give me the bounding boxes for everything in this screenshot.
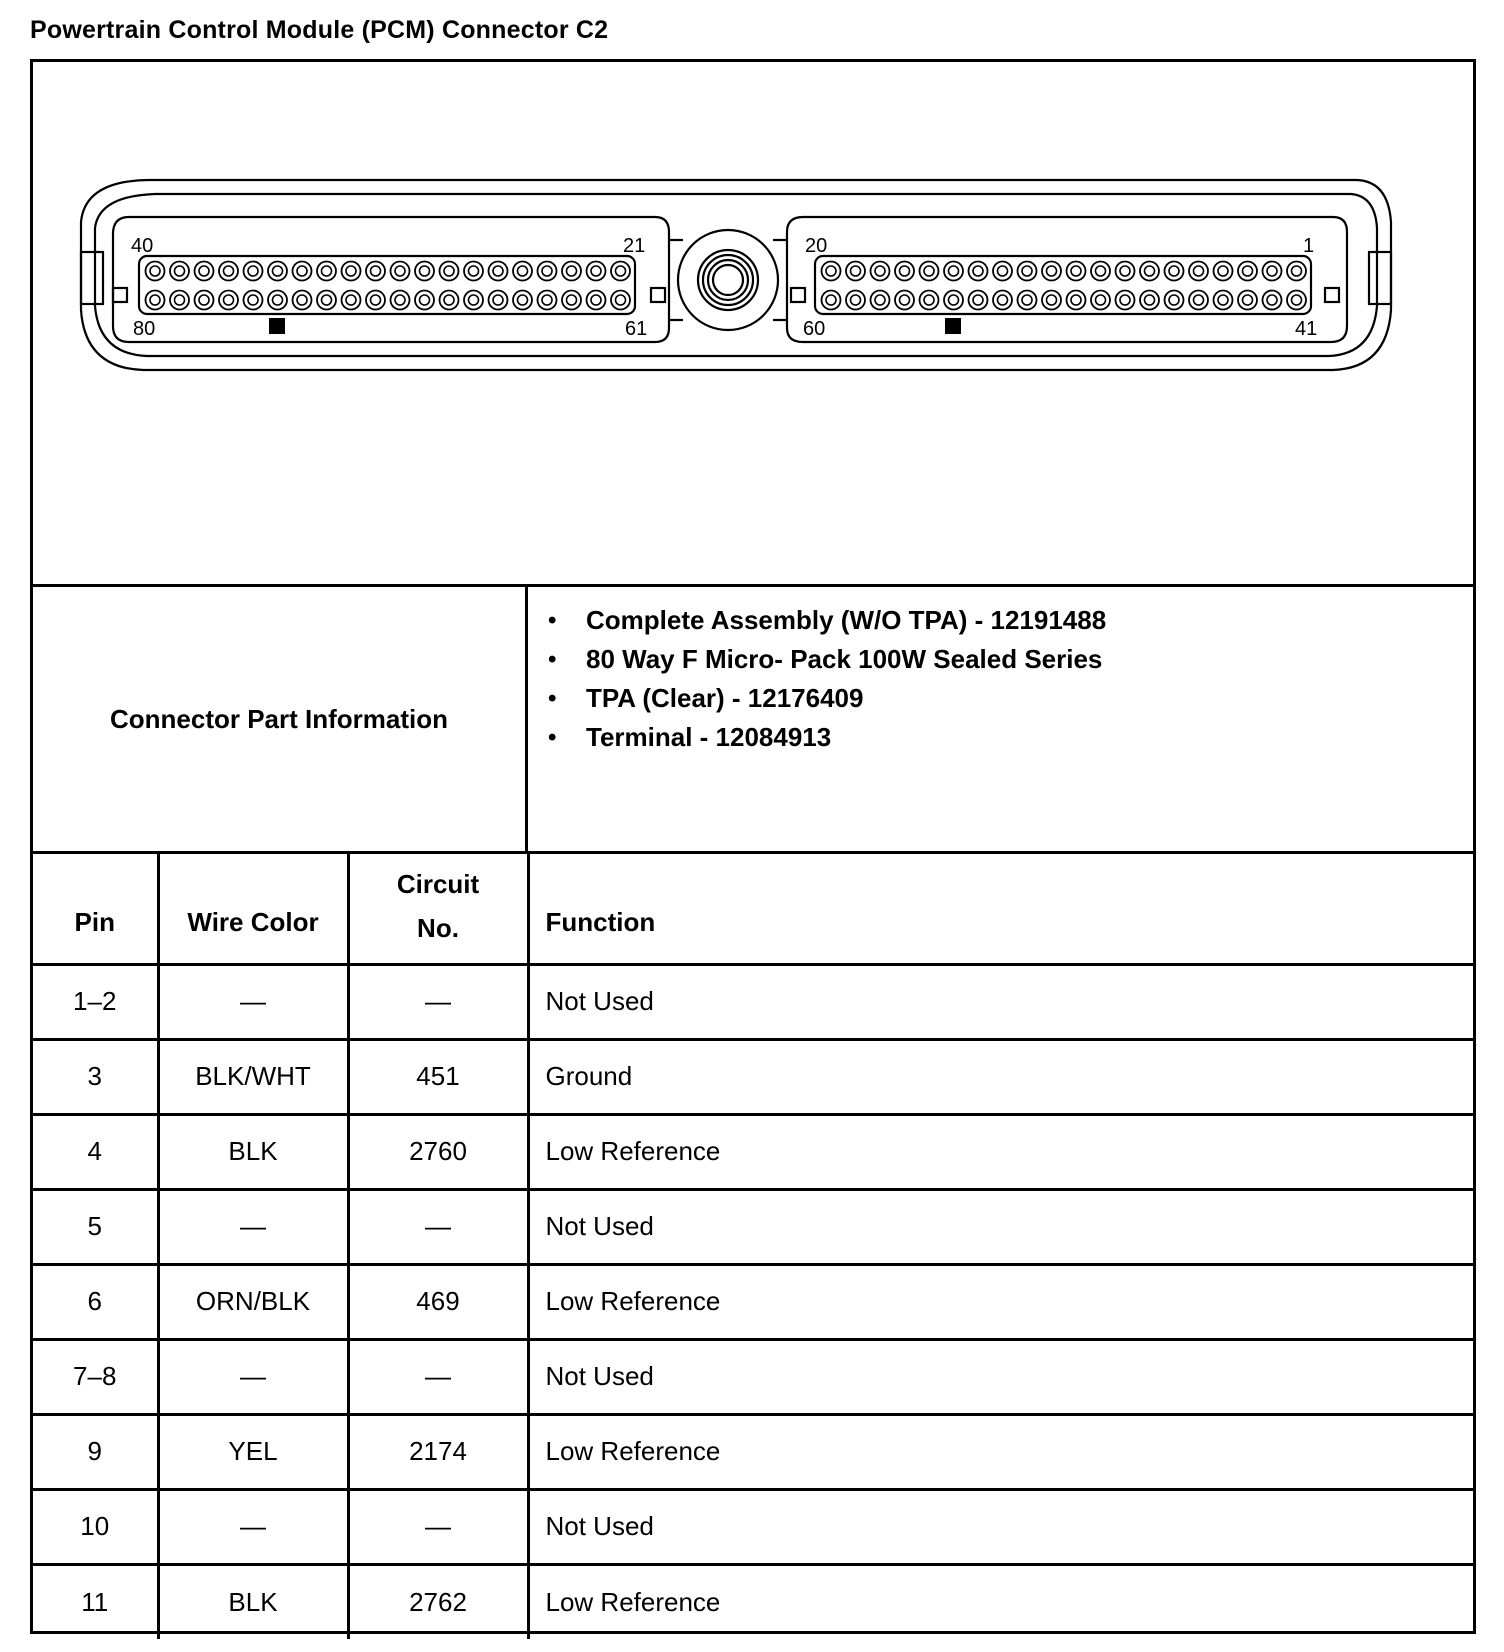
pin-label-41: 41 [1295,318,1318,340]
cell-function: Not Used [528,1189,1473,1264]
pin-hole [391,291,410,310]
pin-hole [1165,291,1184,310]
pin-hole [871,291,890,310]
right-latch [1369,252,1391,304]
connector-frame [30,59,1476,1634]
part-info-text: Terminal - 12084913 [586,722,832,752]
table-row [33,1039,1473,1114]
pin-label-1: 1 [1303,235,1315,257]
cell-pin: 9 [33,1414,158,1489]
pin-hole [538,291,557,310]
part-info-item [528,718,1106,757]
pin-label-20: 20 [805,235,828,257]
cell-function: Ground [528,1039,1473,1114]
pin-table [33,854,1473,1639]
pin-hole [846,262,865,281]
pin-hole-inner [1047,266,1057,276]
pin-hole-inner [998,266,1008,276]
cell-circuit: — [348,1189,528,1264]
center-bolt-ring-4 [713,265,743,295]
pin-hole [871,262,890,281]
cell-pin: 11 [33,1564,158,1639]
pin-hole-inner [1071,295,1081,305]
table-row [33,1114,1473,1189]
pin-hole-inner [998,295,1008,305]
pin-hole [391,262,410,281]
cell-wire-color: BLK/WHT [158,1039,348,1114]
pin-hole [1287,262,1306,281]
pin-hole [1140,262,1159,281]
pin-hole [219,291,238,310]
pin-hole-inner [224,295,234,305]
pin-hole [1091,262,1110,281]
pin-hole [822,291,841,310]
right-small-square-1 [791,288,805,302]
center-bolt-ring-2 [703,255,753,305]
pin-hole-inner [1267,295,1277,305]
pin-hole [342,262,361,281]
pin-hole-inner [297,295,307,305]
pin-hole-inner [616,295,626,305]
cell-circuit: — [348,1339,528,1414]
pin-hole [146,262,165,281]
connector-part-info-list [528,601,1106,757]
part-info-text: 80 Way F Micro- Pack 100W Sealed Series [586,644,1103,674]
right-pin-block [815,256,1311,314]
pin-hole-inner [924,295,934,305]
table-row [33,1489,1473,1564]
pin-hole-inner [1022,266,1032,276]
pin-hole-inner [1292,266,1302,276]
pin-hole [1116,262,1135,281]
pin-hole-inner [1292,295,1302,305]
pin-hole-inner [469,295,479,305]
pin-hole-inner [924,266,934,276]
pin-hole [1287,291,1306,310]
cell-wire-color: — [158,1189,348,1264]
pin-hole-inner [1194,295,1204,305]
cell-pin: 6 [33,1264,158,1339]
pin-hole [562,262,581,281]
pin-label-61: 61 [625,318,648,340]
connector-diagram-cell [33,62,1473,587]
pin-hole-inner [518,295,528,305]
cell-wire-color: — [158,964,348,1039]
pin-hole-inner [273,295,283,305]
cell-pin: 10 [33,1489,158,1564]
pin-hole [920,291,939,310]
cell-pin: 7–8 [33,1339,158,1414]
bullet-icon: • [548,685,557,712]
pin-hole-inner [469,266,479,276]
pin-hole-inner [199,266,209,276]
pin-hole-inner [851,295,861,305]
connector-part-info-label: Connector Part Information [33,587,528,851]
pin-hole [440,291,459,310]
pin-hole-inner [542,266,552,276]
pin-hole-inner [1243,266,1253,276]
pin-hole-inner [322,266,332,276]
pin-hole-inner [591,266,601,276]
header-function: Function [528,854,1473,964]
pin-hole-inner [1096,295,1106,305]
pin-hole [587,262,606,281]
left-small-square-1 [113,288,127,302]
pin-hole-inner [1120,266,1130,276]
cell-function: Not Used [528,1339,1473,1414]
pin-hole [195,262,214,281]
cell-pin: 5 [33,1189,158,1264]
pin-hole [611,262,630,281]
pin-hole-inner [1022,295,1032,305]
pin-hole-inner [444,295,454,305]
pin-hole-inner [493,266,503,276]
pin-hole [1189,291,1208,310]
pin-hole [895,291,914,310]
page-title: Powertrain Control Module (PCM) Connector C2 [30,16,609,44]
table-row [33,1189,1473,1264]
pin-label-80: 80 [133,318,156,340]
pin-hole [195,291,214,310]
pin-table-header-row [33,854,1473,964]
pin-hole [993,262,1012,281]
header-circuit-no [348,854,528,964]
pin-hole-inner [1120,295,1130,305]
pin-hole [1042,291,1061,310]
pin-hole [895,262,914,281]
connector-inner-shell [95,194,1377,356]
pin-hole [1263,291,1282,310]
pin-hole [1238,262,1257,281]
pin-hole [1189,262,1208,281]
cell-circuit: 469 [348,1264,528,1339]
pin-hole-inner [616,266,626,276]
pin-hole [317,262,336,281]
pin-hole [464,291,483,310]
pin-hole-inner [875,295,885,305]
pin-hole-inner [199,295,209,305]
table-row [33,1264,1473,1339]
pin-hole-inner [322,295,332,305]
header-pin: Pin [33,854,158,964]
pin-label-21: 21 [623,235,646,257]
pin-hole-inner [395,266,405,276]
left-latch [81,252,103,304]
pin-hole [513,262,532,281]
part-info-text: Complete Assembly (W/O TPA) - 12191488 [586,605,1107,635]
cell-circuit: 2760 [348,1114,528,1189]
connector-part-info-row [33,587,1473,854]
part-info-item [528,640,1106,679]
pin-hole [293,262,312,281]
pin-hole [146,291,165,310]
pin-hole-inner [826,295,836,305]
left-pin-block [139,256,635,314]
pin-label-60: 60 [803,318,826,340]
pin-hole-inner [1194,266,1204,276]
left-small-square-2 [651,288,665,302]
pin-hole [1018,262,1037,281]
cell-circuit: — [348,964,528,1039]
pin-hole [170,262,189,281]
bullet-icon: • [548,646,557,673]
pin-hole-inner [1145,266,1155,276]
pin-hole [944,262,963,281]
cell-function: Not Used [528,964,1473,1039]
cell-function: Low Reference [528,1414,1473,1489]
pin-hole-inner [371,266,381,276]
pin-hole-inner [1145,295,1155,305]
pin-hole-inner [224,266,234,276]
pin-hole-inner [248,295,258,305]
pin-hole [366,291,385,310]
pin-hole-inner [395,295,405,305]
right-key-marker [945,318,961,334]
pin-hole [244,291,263,310]
cell-circuit: 2174 [348,1414,528,1489]
pin-hole-inner [1047,295,1057,305]
pin-hole [993,291,1012,310]
pin-hole [268,291,287,310]
pin-holes [146,262,1307,310]
cell-wire-color: BLK [158,1564,348,1639]
pin-hole [944,291,963,310]
pin-hole-inner [175,295,185,305]
pin-hole-inner [567,295,577,305]
right-cavity [787,217,1347,342]
cell-circuit: 451 [348,1039,528,1114]
cell-function: Low Reference [528,1264,1473,1339]
cell-function: Low Reference [528,1114,1473,1189]
pin-hole [1165,262,1184,281]
header-circuit-line1: Circuit [396,868,480,899]
pin-hole-inner [444,266,454,276]
pin-hole [342,291,361,310]
pin-hole [846,291,865,310]
pin-hole [1042,262,1061,281]
cell-wire-color: YEL [158,1414,348,1489]
cell-pin: 4 [33,1114,158,1189]
pin-hole-inner [973,295,983,305]
pin-hole-inner [1071,266,1081,276]
pin-hole-inner [900,295,910,305]
pin-hole-inner [949,295,959,305]
pin-hole-inner [346,295,356,305]
pin-hole [1067,262,1086,281]
table-row [33,1564,1473,1639]
pin-hole [969,262,988,281]
pin-hole-inner [346,266,356,276]
pin-hole [1214,291,1233,310]
pin-hole [366,262,385,281]
pin-hole [1140,291,1159,310]
pin-hole-inner [900,266,910,276]
cell-function: Not Used [528,1489,1473,1564]
pin-hole-inner [1169,295,1179,305]
left-cavity [113,217,669,342]
pin-hole-inner [1169,266,1179,276]
pin-hole-inner [1243,295,1253,305]
cell-function: Low Reference [545,1586,721,1617]
pin-hole [170,291,189,310]
cell-wire-color: BLK [158,1114,348,1189]
pin-hole [611,291,630,310]
pin-hole-inner [1218,266,1228,276]
cell-pin: 1–2 [33,964,158,1039]
pin-hole [293,291,312,310]
pin-hole [1263,262,1282,281]
cell-circuit: 2762 [348,1564,528,1639]
pin-hole [440,262,459,281]
pin-hole [822,262,841,281]
pin-hole-inner [150,266,160,276]
pin-hole [1018,291,1037,310]
pin-hole-inner [567,266,577,276]
pin-hole [1214,262,1233,281]
cell-wire-color: — [158,1489,348,1564]
header-wire-color: Wire Color [158,854,348,964]
pin-hole-inner [420,266,430,276]
pin-hole-inner [1096,266,1106,276]
pin-hole-inner [420,295,430,305]
pin-hole [513,291,532,310]
pin-hole [587,291,606,310]
pin-hole [562,291,581,310]
table-row [33,1339,1473,1414]
pin-hole [920,262,939,281]
pin-hole [489,262,508,281]
part-info-item [528,679,1106,718]
pin-hole-inner [273,266,283,276]
pin-hole [464,262,483,281]
table-row [33,1414,1473,1489]
bullet-icon: • [548,724,557,751]
pin-hole [1238,291,1257,310]
pin-hole [415,262,434,281]
pin-hole [268,262,287,281]
pin-hole-inner [150,295,160,305]
pin-hole-inner [973,266,983,276]
pin-hole [969,291,988,310]
pin-hole-inner [297,266,307,276]
cell-wire-color: — [158,1339,348,1414]
pin-hole [538,262,557,281]
pin-hole-inner [493,295,503,305]
pin-hole [1067,291,1086,310]
table-row [33,964,1473,1039]
pin-hole-inner [949,266,959,276]
pin-hole [317,291,336,310]
part-info-text: TPA (Clear) - 12176409 [586,683,864,713]
pin-hole [244,262,263,281]
bullet-icon: • [548,607,557,634]
pin-hole-inner [851,266,861,276]
pin-hole [219,262,238,281]
pin-hole-inner [248,266,258,276]
pin-hole-inner [175,266,185,276]
pin-hole [415,291,434,310]
part-info-item [528,601,1106,640]
left-key-marker [269,318,285,334]
pin-hole [1116,291,1135,310]
pin-hole-inner [875,266,885,276]
center-bolt-outer [678,230,778,330]
pin-hole-inner [1267,266,1277,276]
cell-circuit: — [348,1489,528,1564]
pin-hole [489,291,508,310]
header-circuit-line2: No. [417,912,459,943]
pin-hole-inner [826,266,836,276]
cell-wire-color: ORN/BLK [158,1264,348,1339]
pin-label-40: 40 [131,235,154,257]
pin-hole-inner [591,295,601,305]
pin-hole-inner [518,266,528,276]
connector-diagram [33,62,1473,584]
pin-hole-inner [542,295,552,305]
cell-pin: 3 [33,1039,158,1114]
pin-hole-inner [1218,295,1228,305]
right-small-square-2 [1325,288,1339,302]
pin-hole-inner [371,295,381,305]
pin-hole [1091,291,1110,310]
